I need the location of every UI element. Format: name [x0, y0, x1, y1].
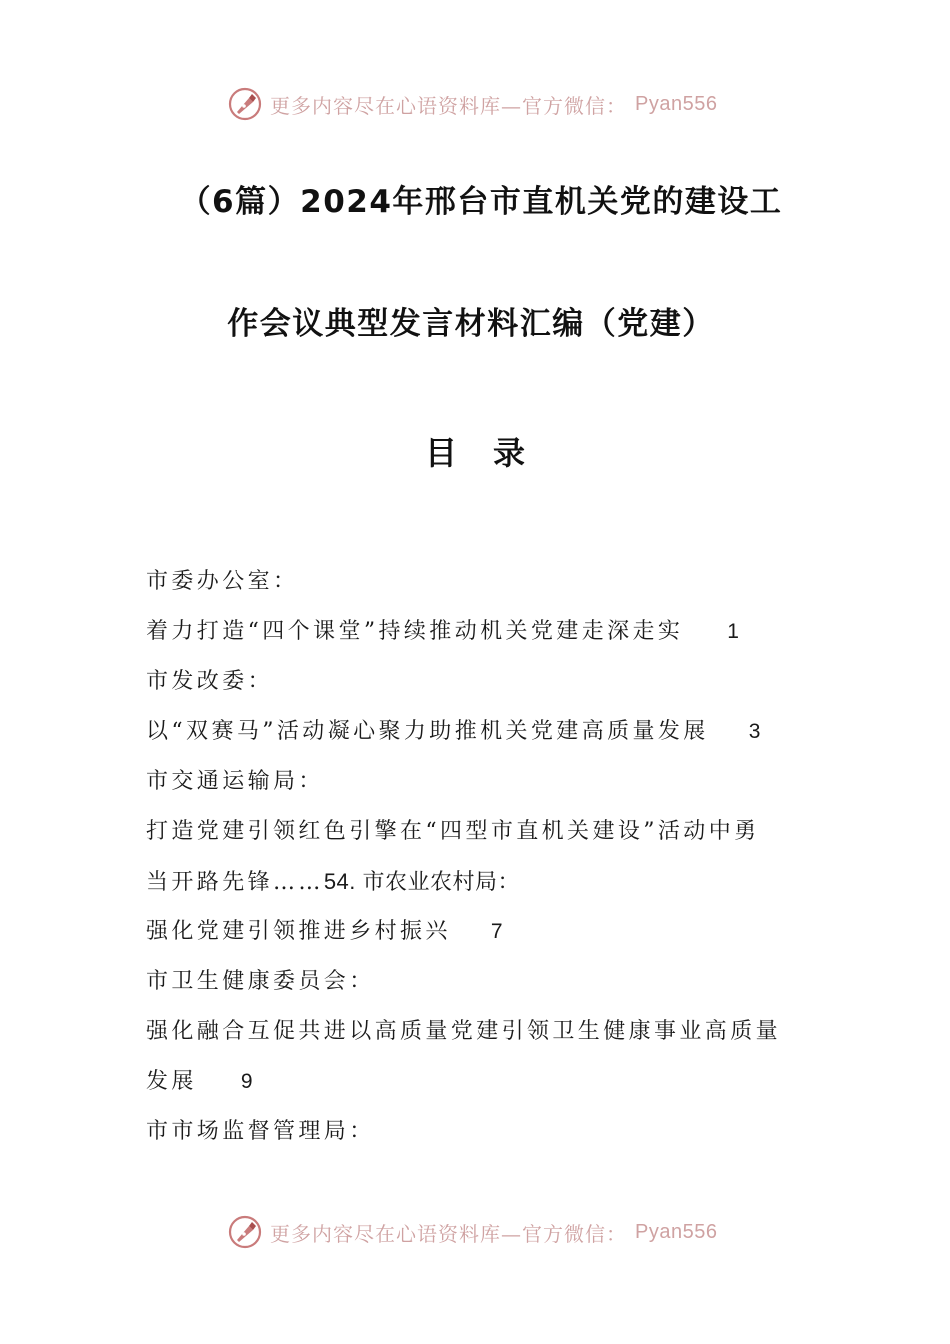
- toc-entry[interactable]: [146, 862, 816, 912]
- toc-entry[interactable]: [146, 1012, 816, 1062]
- toc-page-number: 1: [727, 620, 739, 643]
- watermark-header: [228, 84, 717, 124]
- toc-row-text: 发展: [146, 1069, 197, 1094]
- toc-section-label: [146, 562, 816, 612]
- toc-page-number: 7: [490, 920, 503, 943]
- watermark-footer: [228, 1212, 717, 1252]
- watermark-wechat-id: Pyan556: [635, 1220, 718, 1243]
- document-title-line-1: （6篇）2024年邢台市直机关党的建设工: [179, 184, 783, 220]
- toc-entry[interactable]: [146, 1062, 816, 1112]
- toc-heading: 目录: [424, 434, 561, 472]
- toc-entry[interactable]: [146, 612, 816, 662]
- document-title-line-2: 作会议典型发言材料汇编（党建）: [227, 306, 715, 342]
- toc-row-text: 强化党建引领推进乡村振兴: [146, 919, 451, 944]
- toc-section-label: [146, 962, 816, 1012]
- toc-entry[interactable]: [146, 712, 816, 762]
- toc-section-label: [146, 1112, 816, 1162]
- toc-section-label: [146, 762, 816, 812]
- watermark-text: 更多内容尽在心语资料库—官方微信：: [270, 93, 627, 118]
- toc-row-text: 市交通运输局：: [146, 769, 324, 794]
- toc-entry[interactable]: [146, 812, 816, 862]
- pen-nib-logo-icon: [228, 1215, 262, 1249]
- toc-page-number: 9: [240, 1070, 253, 1093]
- toc-row-text: 强化融合互促共进以高质量党建引领卫生健康事业高质量: [146, 1019, 782, 1044]
- table-of-contents: [146, 562, 816, 1162]
- toc-entry[interactable]: [146, 912, 816, 962]
- toc-row-text: 着力打造“四个课堂”持续推动机关党建走深走实: [146, 619, 684, 644]
- toc-page-number: 3: [748, 720, 761, 743]
- toc-row-text: 打造党建引领红色引擎在“四型市直机关建设”活动中勇: [146, 819, 760, 844]
- watermark-text: 更多内容尽在心语资料库—官方微信：: [270, 1221, 627, 1246]
- pen-nib-logo-icon: [228, 87, 262, 121]
- toc-row-text: 当开路先锋……: [146, 870, 324, 895]
- toc-row-text: 市发改委：: [146, 669, 274, 694]
- toc-section-label: [146, 662, 816, 712]
- toc-row-tail: 54. 市农业农村局：: [323, 869, 521, 894]
- toc-row-text: 市卫生健康委员会：: [146, 969, 375, 994]
- toc-row-text: 市市场监督管理局：: [146, 1119, 375, 1144]
- watermark-wechat-id: Pyan556: [635, 92, 718, 115]
- toc-row-text: 市委办公室：: [146, 569, 299, 594]
- toc-row-text: 以“双赛马”活动凝心聚力助推机关党建高质量发展: [146, 719, 709, 744]
